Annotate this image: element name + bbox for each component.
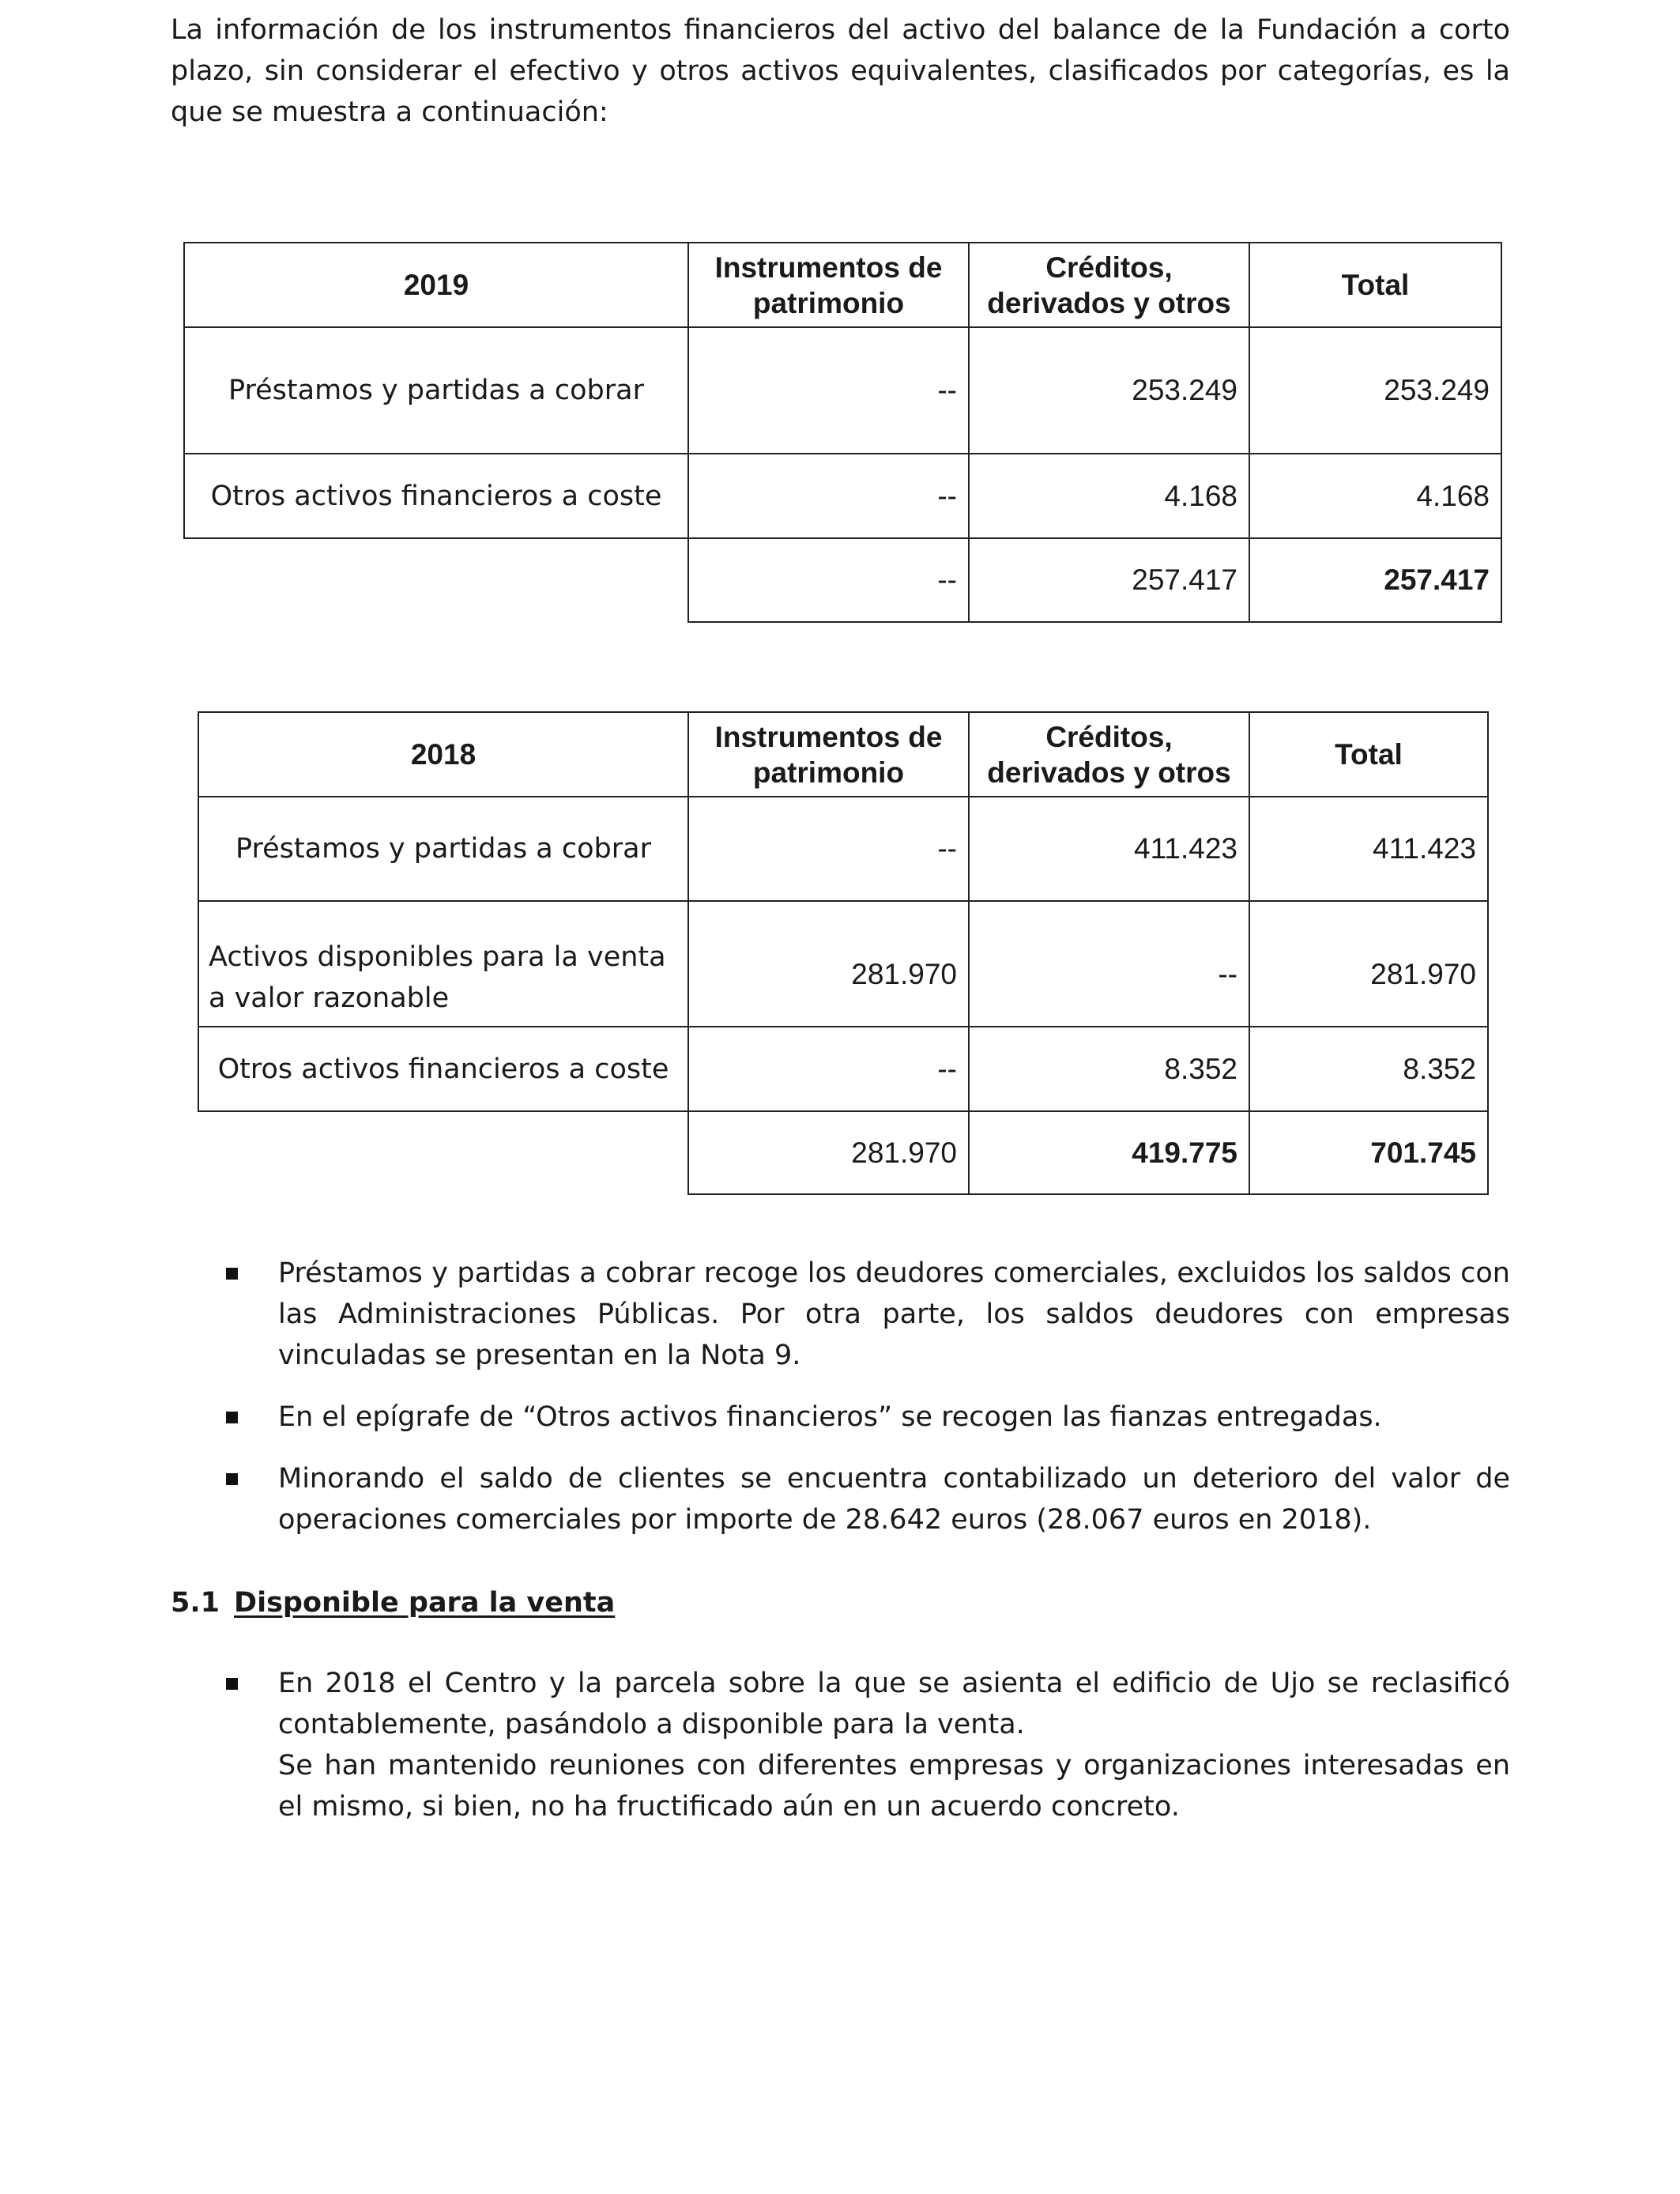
totals-row (184, 538, 1501, 622)
header-creditos: Créditos, derivados y otros (969, 712, 1249, 797)
header-year: 2019 (184, 243, 688, 327)
list-item-text: Se han mantenido reuniones con diferentes empresas y organizaciones interesadas en el mismo, si bien, no ha fructificado aún en un acuerdo concreto. (278, 1750, 1510, 1823)
intro-paragraph: La información de los instrumentos financieros del activo del balance de la Fundación a corto plazo, sin considerar el efectivo y otros activos equivalentes, clasificados por categorías, es la que se muestra a continuación: (171, 14, 1510, 128)
empty-cell (184, 538, 688, 622)
totals-row (198, 1111, 1488, 1194)
table-2018 (198, 711, 1489, 1195)
header-creditos: Créditos, derivados y otros (969, 243, 1249, 327)
section-list (171, 1663, 1510, 1827)
table-row (184, 327, 1501, 454)
list-item-text: Préstamos y partidas a cobrar recoge los deudores comerciales, excluidos los saldos con las Administraciones Públicas. Por otra parte, los saldos deudores con empresas vinculadas se presentan en la Nota 9. (278, 1257, 1510, 1371)
table-row (198, 1027, 1488, 1111)
cell-instrumentos: -- (688, 797, 969, 901)
cell-creditos: 411.423 (969, 797, 1249, 901)
header-instrumentos: Instrumentos de patrimonio (688, 712, 969, 797)
total-creditos: 419.775 (969, 1111, 1249, 1194)
list-item (171, 1458, 1510, 1540)
list-item (171, 1253, 1510, 1376)
cell-creditos: 4.168 (969, 454, 1249, 538)
table-header-row (184, 243, 1501, 327)
header-instrumentos: Instrumentos de patrimonio (688, 243, 969, 327)
header-total: Total (1249, 712, 1488, 797)
table-row (184, 454, 1501, 538)
list-item (171, 1397, 1510, 1438)
section-title: Disponible para la venta (234, 1587, 616, 1619)
notes-list (171, 1253, 1510, 1561)
table-2019 (183, 242, 1502, 623)
square-bullet-icon (226, 1268, 238, 1280)
list-item-text: En el epígrafe de “Otros activos financieros” se recogen las fianzas entregadas. (278, 1401, 1382, 1433)
list-item (171, 1663, 1510, 1827)
row-label: Préstamos y partidas a cobrar (198, 797, 688, 901)
cell-total: 4.168 (1249, 454, 1501, 538)
square-bullet-icon (226, 1412, 238, 1423)
grand-total: 257.417 (1249, 538, 1501, 622)
empty-cell (198, 1111, 688, 1194)
total-instrumentos: 281.970 (688, 1111, 969, 1194)
cell-creditos: 253.249 (969, 327, 1249, 454)
cell-total: 253.249 (1249, 327, 1501, 454)
header-year: 2018 (198, 712, 688, 797)
row-label: Otros activos financieros a coste (184, 454, 688, 538)
cell-total: 8.352 (1249, 1027, 1488, 1111)
row-label: Activos disponibles para la venta a valor razonable (198, 901, 688, 1027)
cell-instrumentos: -- (688, 1027, 969, 1111)
total-creditos: 257.417 (969, 538, 1249, 622)
cell-instrumentos: -- (688, 327, 969, 454)
row-label: Préstamos y partidas a cobrar (184, 327, 688, 454)
row-label: Otros activos financieros a coste (198, 1027, 688, 1111)
cell-total: 411.423 (1249, 797, 1488, 901)
table-header-row (198, 712, 1488, 797)
square-bullet-icon (226, 1473, 238, 1485)
list-item-text: Minorando el saldo de clientes se encuentra contabilizado un deterioro del valor de operaciones comerciales por importe de 28.642 euros (28.067 euros en 2018). (278, 1463, 1510, 1536)
cell-creditos: 8.352 (969, 1027, 1249, 1111)
cell-instrumentos: 281.970 (688, 901, 969, 1027)
cell-creditos: -- (969, 901, 1249, 1027)
total-instrumentos: -- (688, 538, 969, 622)
grand-total: 701.745 (1249, 1111, 1488, 1194)
square-bullet-icon (226, 1678, 238, 1690)
section-heading (171, 1582, 615, 1623)
table-row (198, 901, 1488, 1027)
table-row (198, 797, 1488, 901)
cell-total: 281.970 (1249, 901, 1488, 1027)
cell-instrumentos: -- (688, 454, 969, 538)
list-item-text: En 2018 el Centro y la parcela sobre la que se asienta el edificio de Ujo se reclasificó contablemente, pasándolo a disponible para la venta. (278, 1668, 1510, 1740)
section-number: 5.1 (171, 1587, 220, 1619)
header-total: Total (1249, 243, 1501, 327)
